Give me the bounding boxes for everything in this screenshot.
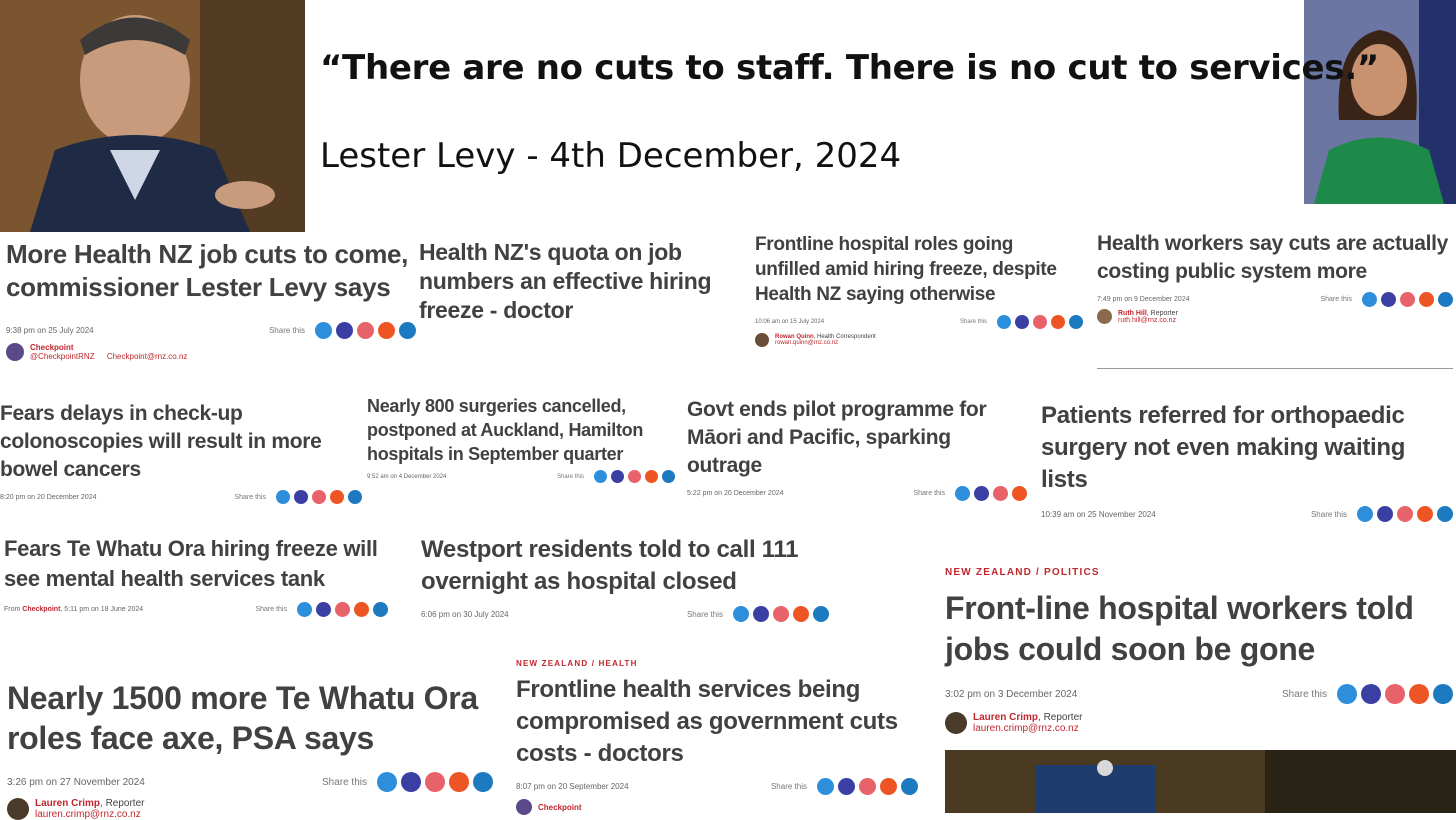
person-photo-icon (1304, 0, 1456, 204)
linkedin-icon[interactable] (399, 322, 416, 339)
reddit-icon[interactable] (880, 778, 897, 795)
news-clip (516, 659, 918, 815)
facebook-icon[interactable] (377, 772, 397, 792)
facebook-icon[interactable] (594, 470, 607, 483)
email-icon[interactable] (993, 486, 1008, 501)
news-clip (0, 400, 362, 504)
facebook-icon[interactable] (1357, 506, 1373, 522)
twitter-icon[interactable] (1381, 292, 1396, 307)
headline[interactable]: Frontline hospital roles going unfilled amid hiring freeze, despite Health NZ saying otherwise (755, 234, 1057, 305)
share-bar (960, 315, 1083, 329)
share-bar (1320, 292, 1453, 307)
twitter-icon[interactable] (1361, 684, 1381, 704)
reddit-icon[interactable] (449, 772, 469, 792)
twitter-icon[interactable] (294, 490, 308, 504)
timestamp: 6:06 pm on 30 July 2024 (421, 609, 509, 619)
reddit-icon[interactable] (1419, 292, 1434, 307)
headline[interactable]: Fears Te Whatu Ora hiring freeze will see mental health services tank (4, 536, 378, 591)
timestamp: 9:52 am on 4 December 2024 (367, 473, 447, 480)
author-role: , Health Correspondent (813, 334, 876, 340)
linkedin-icon[interactable] (1438, 292, 1453, 307)
twitter-icon[interactable] (974, 486, 989, 501)
email-icon[interactable] (1400, 292, 1415, 307)
facebook-icon[interactable] (1337, 684, 1357, 704)
timestamp: 8:07 pm on 20 September 2024 (516, 782, 629, 791)
headline[interactable]: Patients referred for orthopaedic surgery not even making waiting lists (1041, 402, 1406, 493)
section-kicker[interactable]: NEW ZEALAND / HEALTH (516, 659, 638, 668)
facebook-icon[interactable] (733, 606, 749, 622)
author-name[interactable]: Checkpoint (538, 802, 582, 812)
news-clip (419, 238, 749, 325)
author-email[interactable]: lauren.crimp@rnz.co.nz (35, 809, 141, 820)
news-clip (687, 396, 1027, 501)
news-clip (755, 232, 1083, 347)
headline[interactable]: Health workers say cuts are actually costing public system more (1097, 232, 1449, 283)
reddit-icon[interactable] (1012, 486, 1027, 501)
linkedin-icon[interactable] (473, 772, 493, 792)
email-icon[interactable] (312, 490, 326, 504)
linkedin-icon[interactable] (348, 490, 362, 504)
headline[interactable]: Nearly 800 surgeries cancelled, postponed at Auckland, Hamilton hospitals in September quarter (367, 396, 644, 464)
timestamp: 5:22 pm on 20 December 2024 (687, 490, 784, 497)
facebook-icon[interactable] (297, 602, 312, 617)
facebook-icon[interactable] (817, 778, 834, 795)
share-label: Share this (1281, 688, 1327, 700)
headline[interactable]: Health NZ's quota on job numbers an effective hiring freeze - doctor (419, 239, 712, 323)
avatar (755, 333, 769, 347)
author-handle[interactable]: @CheckpointRNZ (30, 352, 95, 361)
timestamp: 8:20 pm on 20 December 2024 (0, 493, 97, 501)
linkedin-icon[interactable] (1437, 506, 1453, 522)
share-label: Share this (255, 606, 287, 613)
timestamp-text: , 5:11 pm on 18 June 2024 (60, 606, 144, 613)
avatar (945, 712, 967, 734)
email-icon[interactable] (1397, 506, 1413, 522)
minister-photo (1304, 0, 1456, 204)
linkedin-icon[interactable] (1069, 315, 1083, 329)
timestamp: 3:26 pm on 27 November 2024 (7, 776, 145, 788)
facebook-icon[interactable] (997, 315, 1011, 329)
author-email[interactable]: Checkpoint@rnz.co.nz (106, 352, 188, 361)
author-email[interactable]: ruth.hill@rnz.co.nz (1118, 316, 1177, 324)
avatar (7, 798, 29, 820)
headline[interactable]: Govt ends pilot programme for Māori and Pacific, sparking outrage (687, 398, 987, 477)
share-label: Share this (321, 776, 367, 788)
share-label: Share this (686, 609, 723, 619)
person-photo-icon (0, 0, 305, 232)
share-bar (771, 778, 918, 795)
share-bar (913, 486, 1027, 501)
building-photo-icon (945, 750, 1456, 813)
headline[interactable]: Fears delays in check-up colonoscopies will result in more bowel cancers (0, 402, 322, 481)
timestamp: 10:39 am on 25 November 2024 (1041, 509, 1156, 519)
share-bar (557, 470, 675, 483)
facebook-icon[interactable] (315, 322, 332, 339)
reddit-icon[interactable] (354, 602, 369, 617)
share-label: Share this (1310, 509, 1347, 519)
lester-levy-photo (0, 0, 305, 232)
share-label: Share this (913, 490, 945, 497)
headline[interactable]: Nearly 1500 more Te Whatu Ora roles face axe, PSA says (7, 680, 478, 756)
linkedin-icon[interactable] (662, 470, 675, 483)
from-label: From (4, 606, 23, 613)
hospital-photo (945, 750, 1456, 813)
share-label: Share this (770, 782, 807, 791)
news-clip (1097, 230, 1453, 324)
headline[interactable]: Front-line hospital workers told jobs could soon be gone (945, 590, 1414, 667)
email-icon[interactable] (1385, 684, 1405, 704)
author-name[interactable]: Ruth Hill (1118, 309, 1147, 317)
twitter-icon[interactable] (753, 606, 769, 622)
news-clip (945, 567, 1453, 734)
email-icon[interactable] (425, 772, 445, 792)
share-label: Share this (268, 326, 305, 335)
reddit-icon[interactable] (645, 470, 658, 483)
author-role: , Reporter (1146, 309, 1178, 317)
author-role: , Reporter (100, 798, 145, 809)
reddit-icon[interactable] (1051, 315, 1065, 329)
reddit-icon[interactable] (378, 322, 395, 339)
share-label: Share this (959, 319, 987, 325)
news-clip (367, 394, 675, 483)
email-icon[interactable] (859, 778, 876, 795)
section-kicker[interactable]: NEW ZEALAND / POLITICS (945, 567, 1100, 578)
linkedin-icon[interactable] (901, 778, 918, 795)
timestamp (4, 606, 143, 613)
headline[interactable]: More Health NZ job cuts to come, commissioner Lester Levy says (6, 239, 409, 302)
facebook-icon[interactable] (276, 490, 290, 504)
email-icon[interactable] (335, 602, 350, 617)
news-clip (421, 534, 829, 622)
headline[interactable]: Frontline health services being compromised as government cuts costs - doctors (516, 676, 898, 767)
author-name[interactable]: Checkpoint (22, 606, 61, 613)
share-bar (322, 772, 493, 792)
linkedin-icon[interactable] (1433, 684, 1453, 704)
author-email[interactable]: rowan.quinn@rnz.co.nz (775, 340, 839, 346)
twitter-icon[interactable] (611, 470, 624, 483)
email-icon[interactable] (357, 322, 374, 339)
email-icon[interactable] (1033, 315, 1047, 329)
news-clip (6, 238, 416, 361)
share-label: Share this (556, 473, 584, 480)
twitter-icon[interactable] (1015, 315, 1029, 329)
author-role: , Reporter (1038, 712, 1083, 723)
news-clip (7, 678, 493, 820)
linkedin-icon[interactable] (813, 606, 829, 622)
twitter-icon[interactable] (401, 772, 421, 792)
facebook-icon[interactable] (1362, 292, 1377, 307)
author-name[interactable]: Lauren Crimp (973, 712, 1039, 723)
share-bar (269, 322, 416, 339)
share-bar (255, 602, 388, 617)
share-bar (1311, 506, 1453, 522)
avatar (6, 343, 24, 361)
news-clip (4, 534, 388, 617)
share-bar (687, 606, 829, 622)
divider (1097, 368, 1453, 369)
timestamp: 7:49 pm on 9 December 2024 (1097, 296, 1190, 303)
headline[interactable]: Westport residents told to call 111 overnight as hospital closed (421, 536, 799, 595)
share-label: Share this (1320, 296, 1352, 303)
quote-text: “There are no cuts to staff. There is no cut to services.” (320, 48, 1379, 88)
reddit-icon[interactable] (1417, 506, 1433, 522)
twitter-icon[interactable] (336, 322, 353, 339)
author-name[interactable]: Rowan Quinn (775, 334, 814, 340)
timestamp: 10:06 am on 15 July 2024 (755, 319, 825, 325)
reddit-icon[interactable] (330, 490, 344, 504)
news-clip (1041, 400, 1453, 522)
timestamp: 3:02 pm on 3 December 2024 (945, 688, 1078, 700)
share-bar (1282, 684, 1453, 704)
twitter-icon[interactable] (316, 602, 331, 617)
author-email[interactable]: lauren.crimp@rnz.co.nz (973, 723, 1079, 734)
author-name[interactable]: Checkpoint (30, 343, 74, 352)
share-bar (234, 490, 362, 504)
reddit-icon[interactable] (1409, 684, 1429, 704)
avatar (1097, 309, 1112, 324)
twitter-icon[interactable] (1377, 506, 1393, 522)
twitter-icon[interactable] (838, 778, 855, 795)
email-icon[interactable] (773, 606, 789, 622)
timestamp: 9:38 pm on 25 July 2024 (6, 326, 94, 335)
reddit-icon[interactable] (793, 606, 809, 622)
quote-attribution: Lester Levy - 4th December, 2024 (320, 136, 902, 176)
facebook-icon[interactable] (955, 486, 970, 501)
author-name[interactable]: Lauren Crimp (35, 798, 101, 809)
share-label: Share this (234, 493, 266, 501)
linkedin-icon[interactable] (373, 602, 388, 617)
email-icon[interactable] (628, 470, 641, 483)
